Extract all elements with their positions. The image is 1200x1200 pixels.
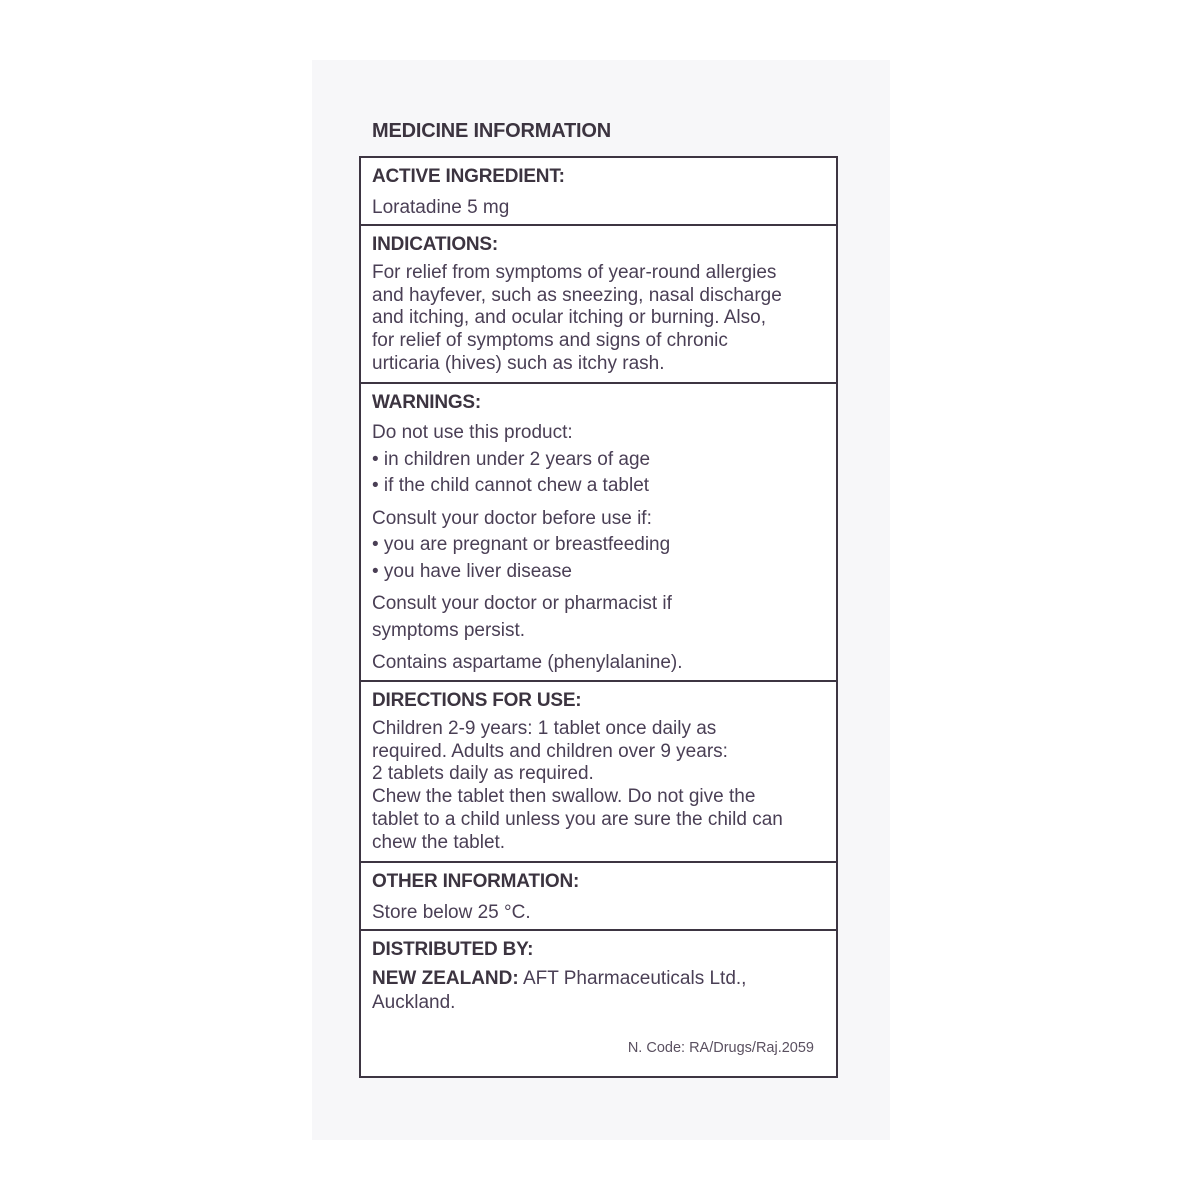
text-line: 2 tablets daily as required. [372,763,594,785]
active-ingredient-section [361,158,836,226]
page-title: MEDICINE INFORMATION [372,120,611,142]
section-title: DISTRIBUTED BY: [372,939,534,960]
section-title: WARNINGS: [372,392,482,413]
indications-section [361,226,836,384]
warning-consult-line: symptoms persist. [372,619,526,641]
warning-contains: Contains aspartame (phenylalanine). [372,652,683,673]
warning-bullet: • in children under 2 years of age [372,448,651,470]
text-line: tablet to a child unless you are sure the child can [372,808,783,830]
distributor-name: AFT Pharmaceuticals Ltd., [522,968,747,989]
section-title: OTHER INFORMATION: [372,871,580,892]
text-line: chew the tablet. [372,831,506,853]
warning-bullet: • you are pregnant or breastfeeding [372,534,671,555]
warnings-section [361,384,836,682]
directions-section [361,682,836,863]
warning-intro: Do not use this product: [372,422,573,443]
other-information-section [361,863,836,931]
text-line: For relief from symptoms of year-round allergies [372,262,777,283]
text-line: Children 2-9 years: 1 tablet once daily as [372,718,717,739]
warning-bullet: • you have liver disease [372,560,572,582]
distributor-city: Auckland. [372,992,456,1013]
text-line: Chew the tablet then swallow. Do not give the [372,786,756,808]
text-line: urticaria (hives) such as itchy rash. [372,352,665,374]
warning-intro: Consult your doctor before use if: [372,507,652,529]
section-title: ACTIVE INGREDIENT: [372,166,565,187]
registration-code: N. Code: RA/Drugs/Raj.2059 [627,1040,814,1056]
distributor-country-label: NEW ZEALAND: [372,968,519,989]
warning-bullet: • if the child cannot chew a tablet [372,475,650,496]
section-text: Store below 25 °C. [372,902,531,923]
text-line: for relief of symptoms and signs of chronic [372,330,728,352]
text-line: required. Adults and children over 9 years: [372,740,728,762]
section-text: Loratadine 5 mg [372,197,510,218]
distributor-line [372,967,826,991]
section-title: DIRECTIONS FOR USE: [372,690,582,711]
text-line: and hayfever, such as sneezing, nasal discharge [372,284,782,306]
medicine-info-table [359,156,838,1078]
distributed-by-section [361,931,836,1076]
text-line: and itching, and ocular itching or burning. Also, [372,307,766,329]
section-title: INDICATIONS: [372,234,499,255]
warning-consult-line: Consult your doctor or pharmacist if [372,593,672,614]
